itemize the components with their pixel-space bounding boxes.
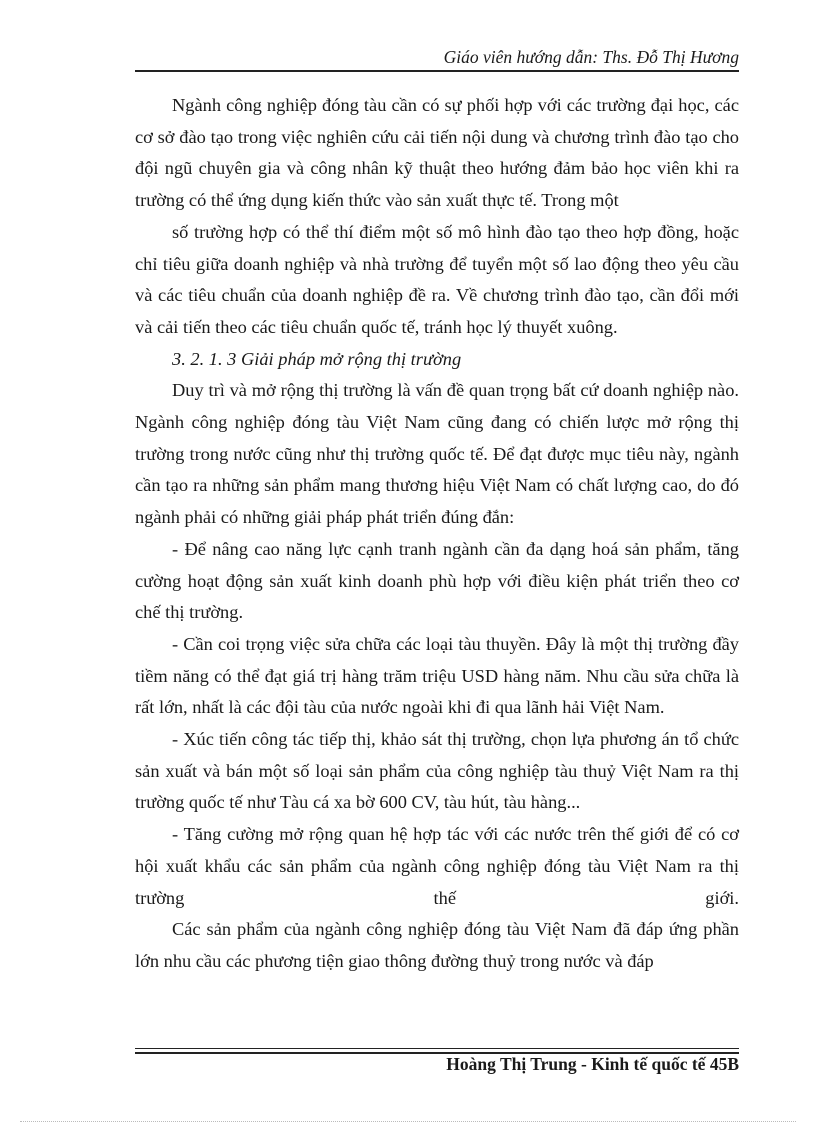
paragraph-pilot-training: số trường hợp có thể thí điểm một số mô hình đào tạo theo hợp đồng, hoặc chỉ tiêu giữa doanh nghiệp và nhà trường để tuyển một số lao động theo yêu cầu và các tiêu chuẩn của doanh nghiệp đề ra. Về chương trình đào tạo, cần đổi mới và cải tiến theo các tiêu chuẩn quốc tế, tránh học lý thuyết xuông. xyxy=(135,221,739,337)
section-heading: 3. 2. 1. 3 Giải pháp mở rộng thị trường xyxy=(172,348,462,369)
footer-rule-top xyxy=(135,1048,739,1049)
page-body xyxy=(135,90,739,978)
page-header: Giáo viên hướng dẫn: Ths. Đỗ Thị Hương xyxy=(443,47,739,67)
paragraph-market-expansion: Duy trì và mở rộng thị trường là vấn đề quan trọng bất cứ doanh nghiệp nào. Ngành công nghiệp đóng tàu Việt Nam cũng đang có chiến lược mở rộng thị trường trong nước cũng như thị trường quốc tế. Để đạt được mục tiêu này, ngành cần tạo ra những sản phẩm mang thương hiệu Việt Nam có chất lượng cao, do đó ngành phải có những giải pháp phát triển đúng đắn: xyxy=(135,380,739,528)
list-item-marketing: - Xúc tiến công tác tiếp thị, khảo sát thị trường, chọn lựa phương án tổ chức sản xuất và bán một số loại sản phẩm của công nghiệp tàu thuỷ Việt Nam ra thị trường quốc tế như Tàu cá xa bờ 600 CV, tàu hút, tàu hàng... xyxy=(135,729,739,813)
list-item-diversify-products: - Để nâng cao năng lực cạnh tranh ngành cần đa dạng hoá sản phẩm, tăng cường hoạt động sản xuất kinh doanh phù hợp với điều kiện phát triển theo cơ chế thị trường. xyxy=(135,538,739,623)
paragraph-training-cooperation: Ngành công nghiệp đóng tàu cần có sự phối hợp với các trường đại học, các cơ sở đào tạo trong việc nghiên cứu cải tiến nội dung và chương trình đào tạo cho đội ngũ chuyên gia và công nhân kỹ thuật theo hướng đảm bảo học viên khi ra trường có thể ứng dụng kiến thức vào sản xuất thực tế. Trong một xyxy=(135,95,739,211)
list-item-international-cooperation: - Tăng cường mở rộng quan hệ hợp tác với các nước trên thế giới để có cơ hội xuất khẩu các sản phẩm của ngành công nghiệp đóng tàu Việt Nam ra thị trường thế giới. xyxy=(135,824,739,908)
list-item-ship-repair: - Cần coi trọng việc sửa chữa các loại tàu thuyền. Đây là một thị trường đầy tiềm năng có thể đạt giá trị hàng trăm triệu USD hàng năm. Nhu cầu sửa chữa là rất lớn, nhất là các đội tàu của nước ngoài khi đi qua lãnh hải Việt Nam. xyxy=(135,633,739,718)
paragraph-products-demand: Các sản phẩm của ngành công nghiệp đóng tàu Việt Nam đã đáp ứng phần lớn nhu cầu các phương tiện giao thông đường thuỷ trong nước và đáp xyxy=(135,919,739,971)
header-rule xyxy=(135,70,739,72)
page-edge-divider xyxy=(20,1121,796,1122)
page-footer: Hoàng Thị Trung - Kinh tế quốc tế 45B xyxy=(446,1054,739,1074)
